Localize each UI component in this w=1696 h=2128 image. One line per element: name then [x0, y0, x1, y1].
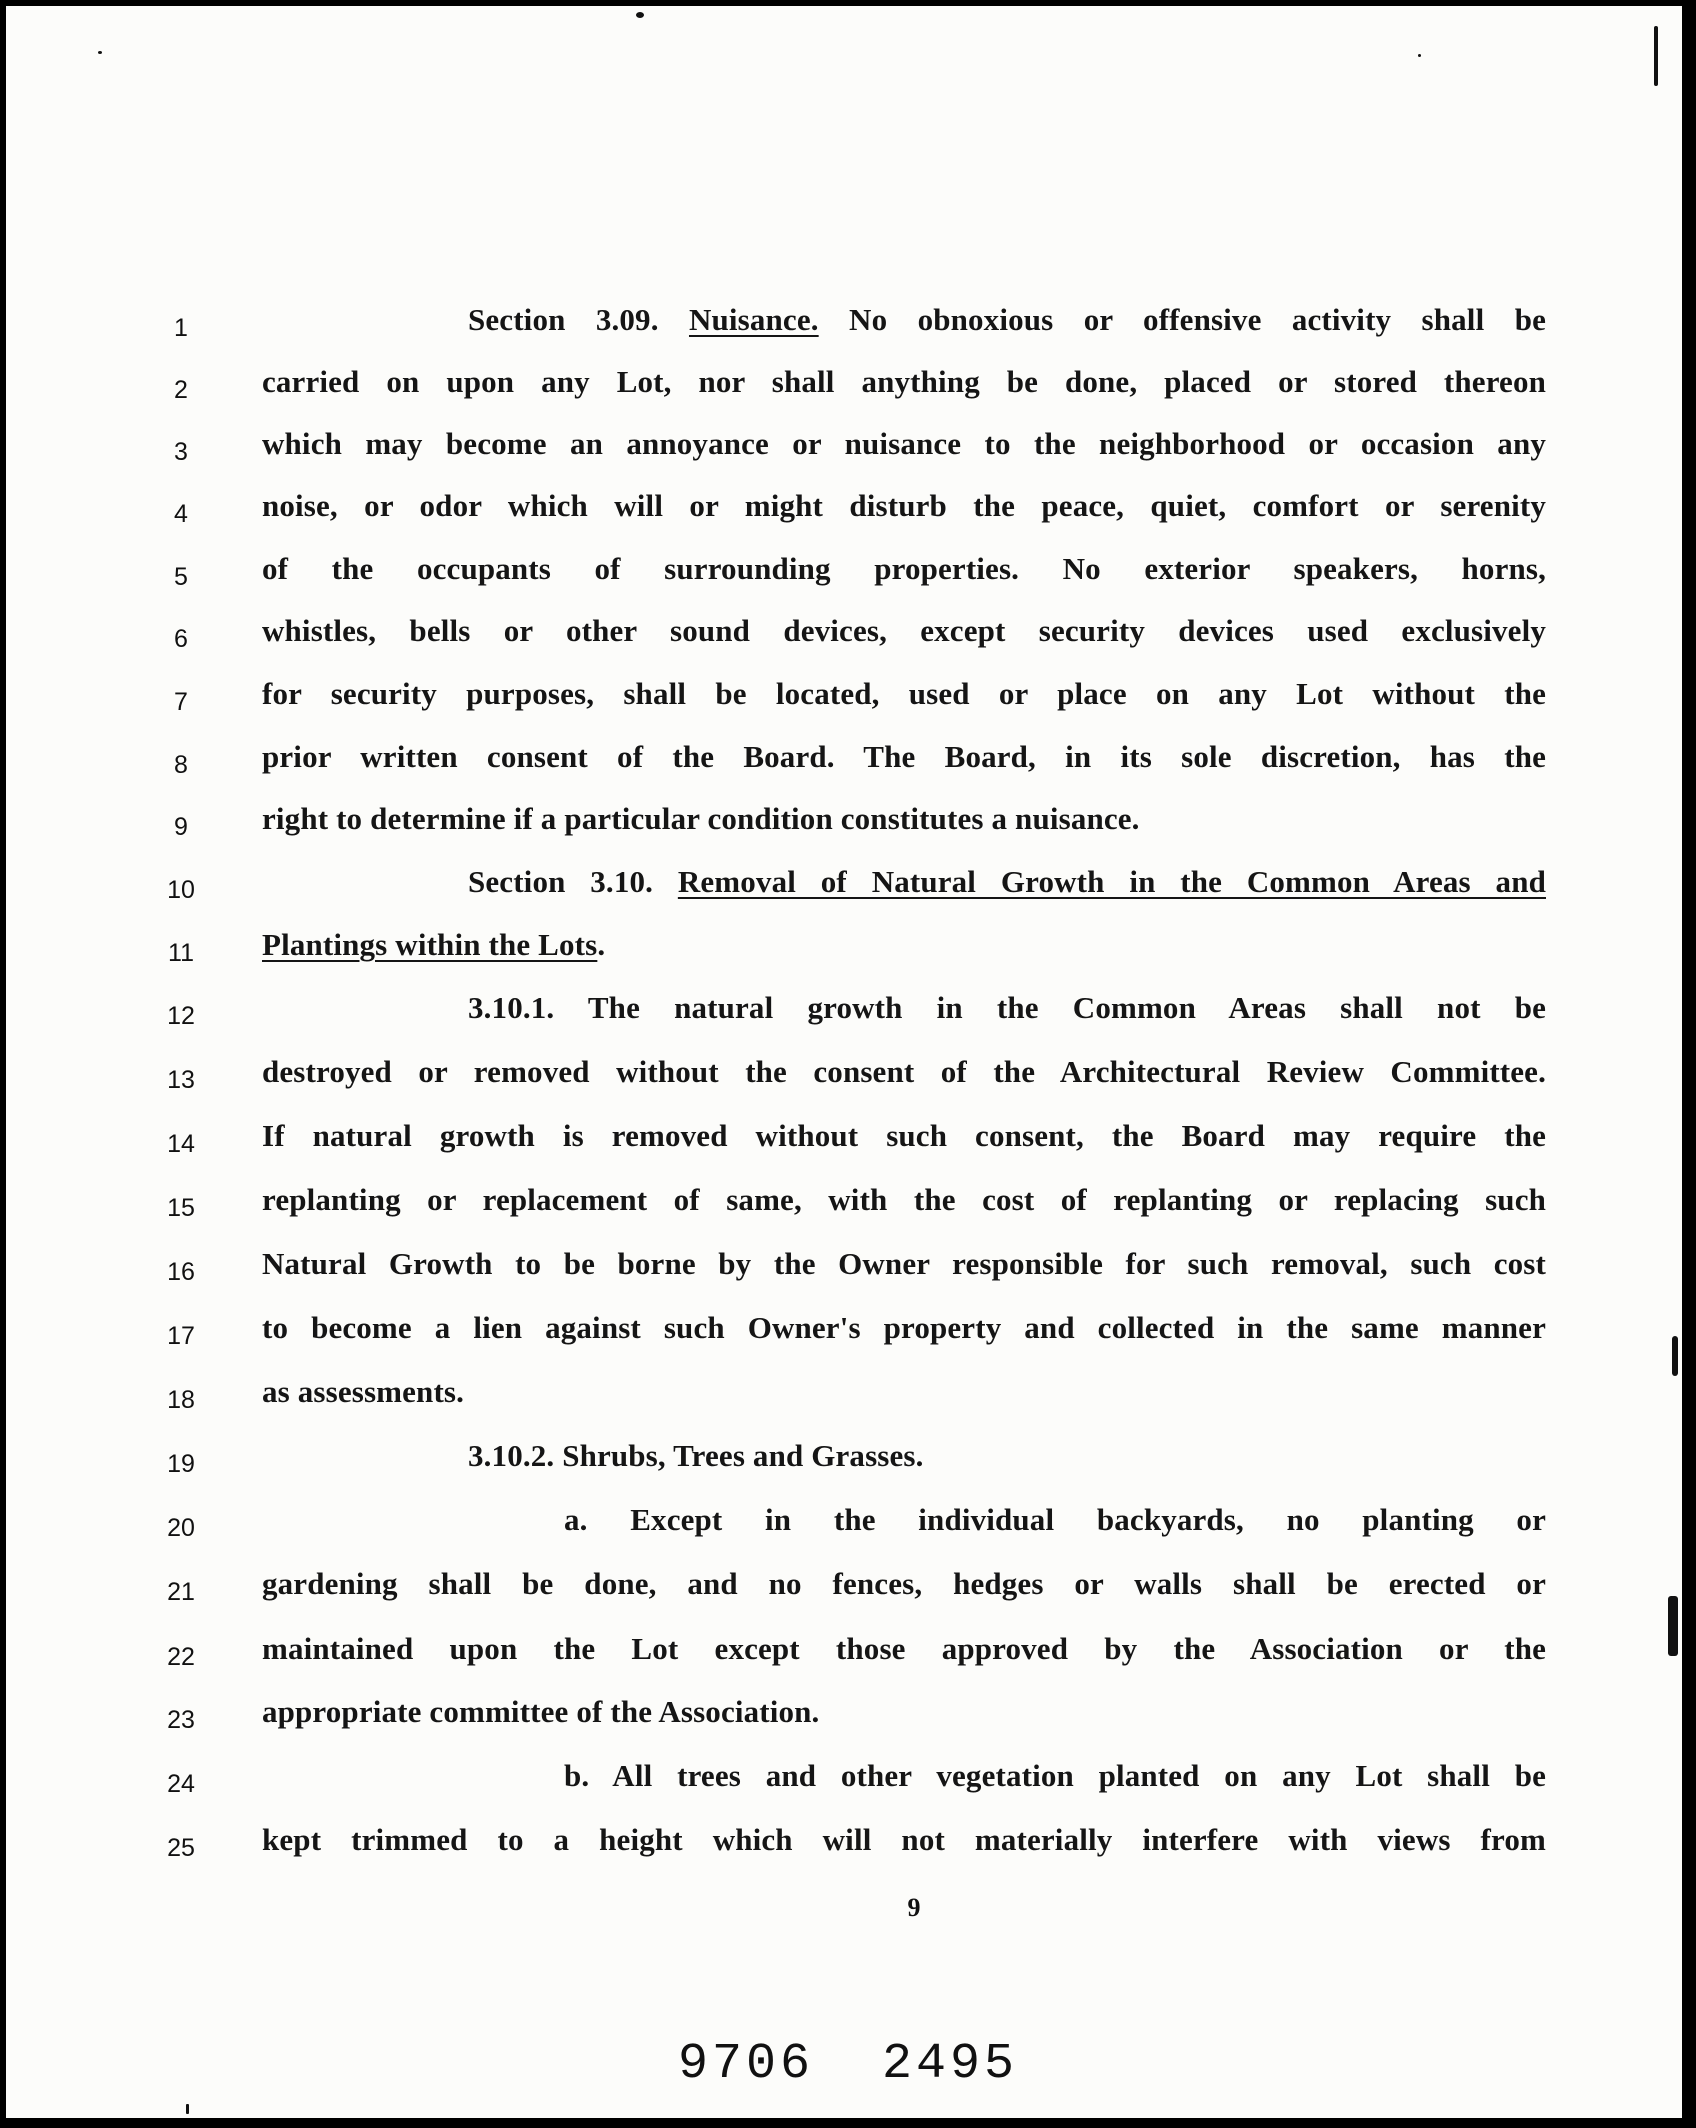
- line-number: 7: [174, 688, 188, 716]
- line-number: 25: [167, 1834, 195, 1862]
- line-number: 19: [167, 1450, 195, 1478]
- section-title: Removal of Natural Growth in the Common Areas and: [677, 864, 1546, 899]
- scan-speck: [636, 12, 644, 18]
- text-line: replanting or replacement of same, with the cost of replanting or replacing such: [262, 1182, 1546, 1217]
- text-line: right to determine if a particular condition constitutes a nuisance.: [262, 801, 1140, 836]
- text-line: to become a lien against such Owner's property and collected in the same manner: [262, 1310, 1546, 1345]
- text-line: 3.10.2. Shrubs, Trees and Grasses.: [468, 1438, 924, 1473]
- line-number: 24: [167, 1770, 195, 1798]
- line-number: 18: [167, 1386, 195, 1414]
- text-run: .: [597, 927, 606, 962]
- section-title: Plantings within the Lots: [262, 927, 598, 962]
- line-number: 3: [174, 438, 188, 466]
- text-line: destroyed or removed without the consent of the Architectural Review Committee.: [262, 1054, 1546, 1089]
- section-heading: Section 3.09.: [468, 302, 659, 337]
- text-run: No obnoxious or offensive activity shall be: [849, 302, 1547, 337]
- line-number: 21: [167, 1578, 195, 1606]
- line-number: 4: [174, 500, 188, 528]
- text-line: 3.10.1. The natural growth in the Common Areas shall not be: [468, 990, 1546, 1025]
- text-line: If natural growth is removed without such consent, the Board may require the: [262, 1118, 1546, 1153]
- text-line: whistles, bells or other sound devices, except security devices used exclusively: [262, 613, 1546, 648]
- line-number: 10: [167, 876, 195, 904]
- line-number: 23: [167, 1706, 195, 1734]
- line-number: 5: [174, 563, 188, 591]
- text-line: b. All trees and other vegetation planted on any Lot shall be: [564, 1758, 1546, 1793]
- line-number: 15: [167, 1194, 195, 1222]
- text-line: a. Except in the individual backyards, no planting or: [564, 1502, 1546, 1537]
- text-line: prior written consent of the Board. The Board, in its sole discretion, has the: [262, 739, 1546, 774]
- line-number: 8: [174, 751, 188, 779]
- document-number: 9706 2495: [678, 2036, 1019, 2093]
- page-number: 9: [907, 1893, 921, 1922]
- text-line: kept trimmed to a height which will not materially interfere with views from: [262, 1822, 1546, 1857]
- text-line: Natural Growth to be borne by the Owner responsible for such removal, such cost: [262, 1246, 1546, 1281]
- line-number: 11: [168, 939, 194, 967]
- scan-speck: [1672, 1336, 1678, 1376]
- scan-speck: [98, 51, 102, 54]
- section-heading: Section 3.10.: [468, 864, 654, 899]
- line-number: 17: [167, 1322, 195, 1350]
- line-number: 16: [167, 1258, 195, 1286]
- text-line: appropriate committee of the Association.: [262, 1694, 820, 1729]
- line-number: 14: [167, 1130, 195, 1158]
- text-line: carried on upon any Lot, nor shall anything be done, placed or stored thereon: [262, 364, 1546, 399]
- line-number: 13: [167, 1066, 195, 1094]
- scan-speck: [1668, 1596, 1678, 1656]
- text-line: gardening shall be done, and no fences, hedges or walls shall be erected or: [262, 1566, 1546, 1601]
- scan-speck: [1418, 54, 1421, 57]
- text-line: for security purposes, shall be located, used or place on any Lot without the: [262, 676, 1546, 711]
- text-line: maintained upon the Lot except those approved by the Association or the: [262, 1631, 1546, 1666]
- line-number: 20: [167, 1514, 195, 1542]
- text-line: as assessments.: [262, 1374, 465, 1409]
- text-line: [262, 929, 1546, 960]
- text-line: of the occupants of surrounding properties. No exterior speakers, horns,: [262, 551, 1546, 586]
- text-line: [262, 304, 1546, 335]
- line-number: 1: [174, 314, 188, 342]
- text-line: which may become an annoyance or nuisance to the neighborhood or occasion any: [262, 426, 1546, 461]
- scan-speck: [1654, 26, 1658, 86]
- line-number: 9: [174, 813, 188, 841]
- line-number: 2: [174, 376, 188, 404]
- section-title: Nuisance.: [688, 302, 819, 337]
- scan-speck: [186, 2104, 189, 2114]
- line-number: 12: [167, 1002, 195, 1030]
- line-number: 6: [174, 625, 188, 653]
- text-line: [262, 866, 1546, 897]
- document-page: [6, 6, 1682, 2118]
- text-line: noise, or odor which will or might disturb the peace, quiet, comfort or serenity: [262, 488, 1546, 523]
- line-number: 22: [167, 1643, 195, 1671]
